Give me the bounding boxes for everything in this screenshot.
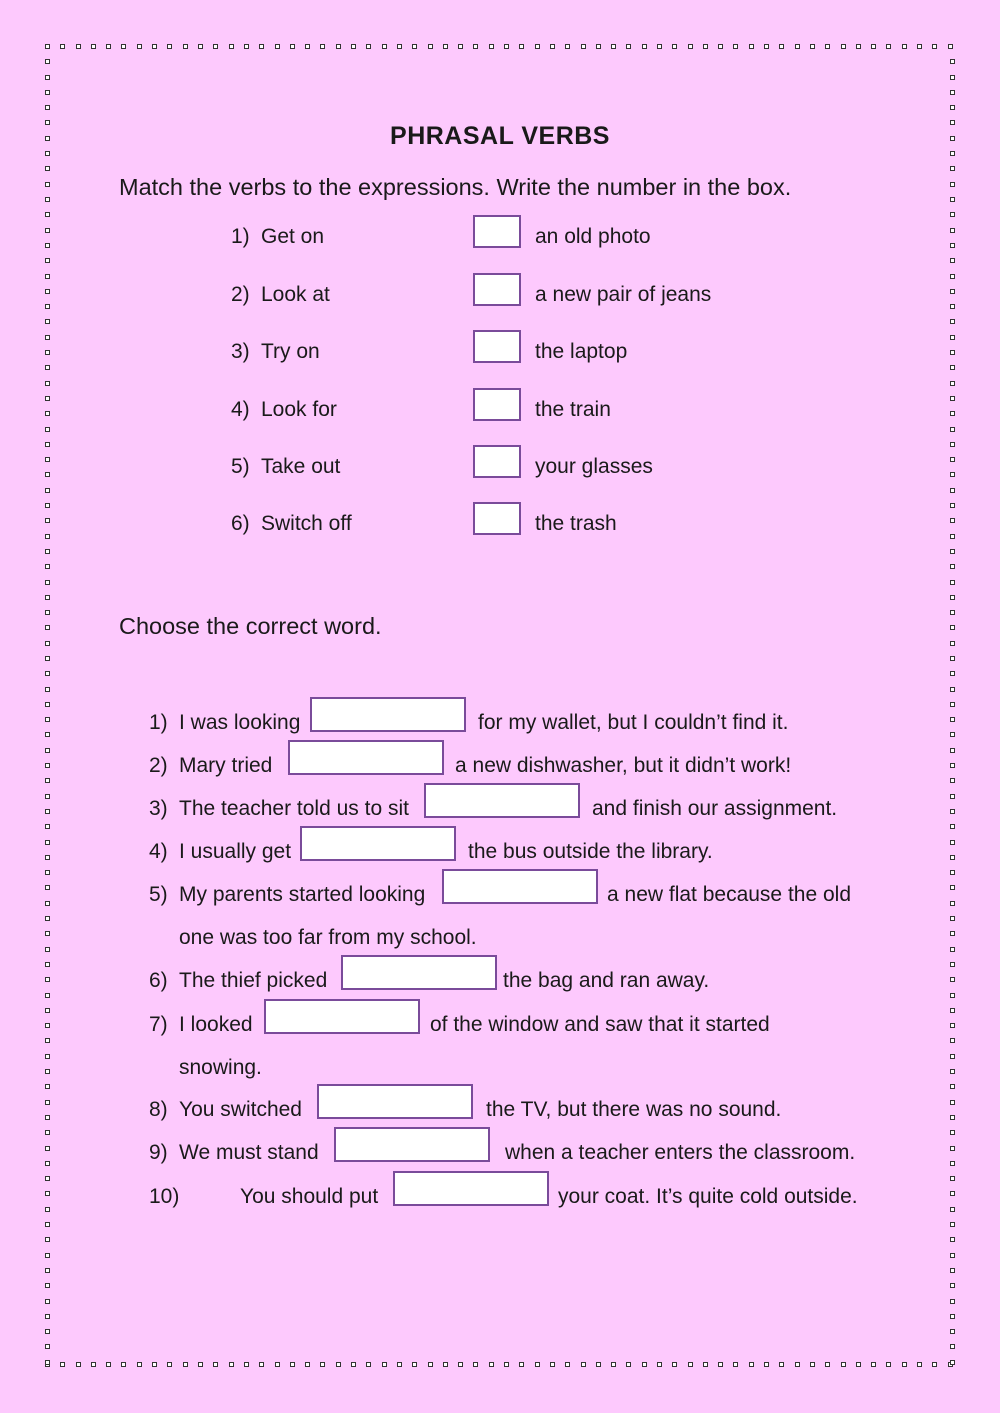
border-dot bbox=[672, 44, 677, 49]
border-dot bbox=[950, 166, 955, 171]
match-row bbox=[0, 340, 1000, 380]
border-dot bbox=[902, 1362, 907, 1367]
match-number: 4) bbox=[231, 398, 250, 421]
border-dot bbox=[950, 1360, 955, 1365]
answer-gap[interactable] bbox=[341, 955, 497, 990]
border-dot bbox=[950, 1314, 955, 1319]
border-dot bbox=[229, 44, 234, 49]
border-dot bbox=[581, 1362, 586, 1367]
border-dot bbox=[45, 1268, 50, 1273]
border-dot bbox=[950, 151, 955, 156]
border-dot bbox=[871, 1362, 876, 1367]
match-row bbox=[0, 398, 1000, 438]
match-expression: a new pair of jeans bbox=[535, 283, 712, 306]
border-dot bbox=[259, 44, 264, 49]
border-dot bbox=[458, 1362, 463, 1367]
border-dot bbox=[305, 44, 310, 49]
answer-gap[interactable] bbox=[424, 783, 580, 818]
sentence-after: a new dishwasher, but it didn’t work! bbox=[455, 754, 792, 777]
border-dot bbox=[810, 44, 815, 49]
border-dot bbox=[106, 1362, 111, 1367]
sentence-before: You should put bbox=[240, 1185, 379, 1208]
answer-box[interactable] bbox=[473, 388, 521, 421]
border-dot bbox=[45, 1253, 50, 1258]
sentence-line bbox=[0, 883, 1000, 923]
match-row bbox=[0, 512, 1000, 552]
border-dot bbox=[550, 44, 555, 49]
answer-gap[interactable] bbox=[310, 697, 466, 732]
border-dot bbox=[412, 44, 417, 49]
border-dot bbox=[611, 44, 616, 49]
border-dot bbox=[950, 671, 955, 676]
sentence-continuation-text: snowing. bbox=[179, 1056, 262, 1079]
border-dot bbox=[886, 1362, 891, 1367]
border-dot bbox=[841, 44, 846, 49]
border-dot bbox=[950, 90, 955, 95]
match-verb: Get on bbox=[261, 225, 325, 248]
answer-gap[interactable] bbox=[393, 1171, 549, 1206]
sentence-after: the TV, but there was no sound. bbox=[486, 1098, 782, 1121]
match-expression: your glasses bbox=[535, 455, 653, 478]
answer-box[interactable] bbox=[473, 215, 521, 248]
border-dot bbox=[688, 44, 693, 49]
border-dot bbox=[443, 1362, 448, 1367]
match-expression: the train bbox=[535, 398, 611, 421]
border-dot bbox=[932, 44, 937, 49]
border-dot bbox=[473, 1362, 478, 1367]
border-dot bbox=[473, 44, 478, 49]
border-dot bbox=[886, 44, 891, 49]
border-dot bbox=[795, 44, 800, 49]
border-dot bbox=[290, 44, 295, 49]
border-dot bbox=[950, 1237, 955, 1242]
border-dot bbox=[397, 44, 402, 49]
border-dot bbox=[950, 687, 955, 692]
border-dot bbox=[626, 1362, 631, 1367]
sentence-number: 10) bbox=[149, 1185, 180, 1208]
border-dot bbox=[950, 1253, 955, 1258]
answer-gap[interactable] bbox=[300, 826, 456, 861]
border-dot bbox=[351, 1362, 356, 1367]
border-dot bbox=[550, 1362, 555, 1367]
border-dot bbox=[45, 151, 50, 156]
border-dot bbox=[779, 44, 784, 49]
border-dot bbox=[366, 1362, 371, 1367]
border-dot bbox=[596, 44, 601, 49]
sentence-after: the bag and ran away. bbox=[503, 969, 710, 992]
border-dot bbox=[950, 702, 955, 707]
border-dot bbox=[950, 656, 955, 661]
border-dot bbox=[672, 1362, 677, 1367]
border-dot bbox=[152, 1362, 157, 1367]
border-dot bbox=[841, 1362, 846, 1367]
border-dot bbox=[703, 1362, 708, 1367]
border-dot bbox=[106, 44, 111, 49]
match-row bbox=[0, 455, 1000, 495]
border-dot bbox=[45, 595, 50, 600]
border-dot bbox=[825, 1362, 830, 1367]
border-dot bbox=[336, 1362, 341, 1367]
border-dot bbox=[45, 671, 50, 676]
sentence-before: My parents started looking bbox=[179, 883, 426, 906]
border-dot bbox=[950, 1329, 955, 1334]
border-dot bbox=[244, 1362, 249, 1367]
border-dot bbox=[565, 1362, 570, 1367]
border-dot bbox=[45, 564, 50, 569]
border-dot bbox=[504, 1362, 509, 1367]
match-expression: the trash bbox=[535, 512, 617, 535]
border-dot bbox=[657, 44, 662, 49]
border-dot bbox=[45, 702, 50, 707]
border-dot bbox=[45, 580, 50, 585]
border-dot bbox=[950, 59, 955, 64]
border-dot bbox=[917, 44, 922, 49]
border-dot bbox=[45, 1360, 50, 1365]
border-dot bbox=[45, 656, 50, 661]
border-dot bbox=[504, 44, 509, 49]
match-row bbox=[0, 225, 1000, 265]
sentence-number: 8) bbox=[149, 1098, 168, 1121]
border-dot bbox=[519, 44, 524, 49]
match-instruction: Match the verbs to the expressions. Write the number in the box. bbox=[119, 174, 792, 200]
sentence-after: for my wallet, but I couldn’t find it. bbox=[478, 711, 789, 734]
border-dot bbox=[749, 44, 754, 49]
border-dot bbox=[275, 1362, 280, 1367]
border-dot bbox=[259, 1362, 264, 1367]
border-dot bbox=[642, 1362, 647, 1367]
border-dot bbox=[950, 212, 955, 217]
sentence-line bbox=[0, 969, 1000, 1009]
border-dot bbox=[229, 1362, 234, 1367]
choose-instruction: Choose the correct word. bbox=[119, 613, 382, 639]
border-dot bbox=[764, 1362, 769, 1367]
border-dot bbox=[596, 1362, 601, 1367]
border-dot bbox=[198, 44, 203, 49]
border-dot bbox=[917, 1362, 922, 1367]
border-dot bbox=[45, 59, 50, 64]
border-dot bbox=[45, 1237, 50, 1242]
sentence-continuation bbox=[0, 1056, 1000, 1096]
sentence-before: The teacher told us to sit bbox=[179, 797, 409, 820]
border-dot bbox=[305, 1362, 310, 1367]
border-dot bbox=[948, 44, 953, 49]
border-dot bbox=[688, 1362, 693, 1367]
border-dot bbox=[825, 44, 830, 49]
border-dot bbox=[428, 1362, 433, 1367]
border-dot bbox=[45, 503, 50, 508]
match-verb: Switch off bbox=[261, 512, 352, 535]
border-dot bbox=[950, 1268, 955, 1273]
sentence-line bbox=[0, 1185, 1000, 1225]
sentence-number: 6) bbox=[149, 969, 168, 992]
border-dot bbox=[382, 1362, 387, 1367]
border-dot bbox=[91, 1362, 96, 1367]
sentence-line bbox=[0, 1098, 1000, 1138]
border-dot bbox=[183, 44, 188, 49]
border-dot bbox=[565, 44, 570, 49]
border-dot bbox=[320, 1362, 325, 1367]
border-dot bbox=[932, 1362, 937, 1367]
border-dot bbox=[950, 641, 955, 646]
border-dot bbox=[950, 625, 955, 630]
border-dot bbox=[779, 1362, 784, 1367]
sentence-continuation-text: one was too far from my school. bbox=[179, 926, 477, 949]
border-dot bbox=[45, 1344, 50, 1349]
border-dot bbox=[45, 212, 50, 217]
border-dot bbox=[167, 1362, 172, 1367]
match-number: 6) bbox=[231, 512, 250, 535]
match-number: 5) bbox=[231, 455, 250, 478]
border-dot bbox=[642, 44, 647, 49]
border-dot bbox=[856, 1362, 861, 1367]
border-dot bbox=[764, 44, 769, 49]
border-dot bbox=[121, 44, 126, 49]
border-dot bbox=[45, 610, 50, 615]
border-dot bbox=[950, 1299, 955, 1304]
answer-gap[interactable] bbox=[442, 869, 598, 904]
sentence-line bbox=[0, 1013, 1000, 1053]
border-dot bbox=[45, 105, 50, 110]
border-dot bbox=[397, 1362, 402, 1367]
border-dot bbox=[950, 105, 955, 110]
sentence-after: the bus outside the library. bbox=[468, 840, 713, 863]
border-dot bbox=[60, 1362, 65, 1367]
sentence-continuation bbox=[0, 926, 1000, 966]
border-dot bbox=[45, 1314, 50, 1319]
border-dot bbox=[45, 166, 50, 171]
border-dot bbox=[213, 44, 218, 49]
border-dot bbox=[45, 197, 50, 202]
border-dot bbox=[45, 182, 50, 187]
match-number: 3) bbox=[231, 340, 250, 363]
border-dot bbox=[950, 564, 955, 569]
border-dot bbox=[519, 1362, 524, 1367]
border-dot bbox=[91, 44, 96, 49]
border-dot bbox=[795, 1362, 800, 1367]
border-dot bbox=[950, 580, 955, 585]
border-dot bbox=[950, 503, 955, 508]
border-dot bbox=[581, 44, 586, 49]
border-dot bbox=[336, 44, 341, 49]
border-dot bbox=[167, 44, 172, 49]
sentence-after: when a teacher enters the classroom. bbox=[505, 1141, 856, 1164]
border-dot bbox=[137, 44, 142, 49]
sentence-after: your coat. It’s quite cold outside. bbox=[558, 1185, 858, 1208]
border-dot bbox=[275, 44, 280, 49]
match-number: 2) bbox=[231, 283, 250, 306]
answer-gap[interactable] bbox=[264, 999, 420, 1034]
border-dot bbox=[950, 274, 955, 279]
border-dot bbox=[950, 197, 955, 202]
page-title: PHRASAL VERBS bbox=[390, 122, 610, 150]
match-row bbox=[0, 283, 1000, 323]
border-dot bbox=[412, 1362, 417, 1367]
border-dot bbox=[733, 44, 738, 49]
border-dot bbox=[198, 1362, 203, 1367]
border-dot bbox=[45, 1299, 50, 1304]
sentence-after: of the window and saw that it started bbox=[430, 1013, 770, 1036]
border-dot bbox=[718, 1362, 723, 1367]
border-dot bbox=[45, 1283, 50, 1288]
sentence-before: We must stand bbox=[179, 1141, 319, 1164]
border-dot bbox=[428, 44, 433, 49]
border-dot bbox=[244, 44, 249, 49]
border-dot bbox=[60, 44, 65, 49]
border-dot bbox=[950, 182, 955, 187]
border-dot bbox=[45, 625, 50, 630]
border-dot bbox=[137, 1362, 142, 1367]
answer-gap[interactable] bbox=[334, 1127, 490, 1162]
sentence-number: 3) bbox=[149, 797, 168, 820]
border-dot bbox=[718, 44, 723, 49]
answer-box[interactable] bbox=[473, 330, 521, 363]
border-dot bbox=[382, 44, 387, 49]
border-dot bbox=[950, 442, 955, 447]
border-dot bbox=[45, 641, 50, 646]
answer-box[interactable] bbox=[473, 502, 521, 535]
border-dot bbox=[856, 44, 861, 49]
sentence-number: 9) bbox=[149, 1141, 168, 1164]
border-dot bbox=[45, 687, 50, 692]
border-dot bbox=[183, 1362, 188, 1367]
border-dot bbox=[535, 1362, 540, 1367]
border-dot bbox=[657, 1362, 662, 1367]
border-dot bbox=[489, 44, 494, 49]
border-dot bbox=[351, 44, 356, 49]
border-dot bbox=[749, 1362, 754, 1367]
border-dot bbox=[45, 442, 50, 447]
border-dot bbox=[950, 381, 955, 386]
border-dot bbox=[950, 1344, 955, 1349]
border-dot bbox=[626, 44, 631, 49]
border-dot bbox=[535, 44, 540, 49]
border-dot bbox=[810, 1362, 815, 1367]
sentence-before: The thief picked bbox=[179, 969, 328, 992]
border-dot bbox=[45, 75, 50, 80]
border-dot bbox=[366, 44, 371, 49]
match-verb: Take out bbox=[261, 455, 341, 478]
sentence-before: I usually get bbox=[179, 840, 292, 863]
sentence-line bbox=[0, 797, 1000, 837]
border-dot bbox=[443, 44, 448, 49]
sentence-before: I looked bbox=[179, 1013, 253, 1036]
sentence-line bbox=[0, 711, 1000, 751]
sentence-before: You switched bbox=[179, 1098, 302, 1121]
border-dot bbox=[458, 44, 463, 49]
match-verb: Try on bbox=[261, 340, 320, 363]
match-number: 1) bbox=[231, 225, 250, 248]
sentence-after: and finish our assignment. bbox=[592, 797, 838, 820]
border-dot bbox=[76, 1362, 81, 1367]
border-dot bbox=[290, 1362, 295, 1367]
border-dot bbox=[489, 1362, 494, 1367]
border-dot bbox=[950, 75, 955, 80]
sentence-number: 4) bbox=[149, 840, 168, 863]
border-dot bbox=[45, 274, 50, 279]
sentence-before: Mary tried bbox=[179, 754, 273, 777]
answer-box[interactable] bbox=[473, 273, 521, 306]
border-dot bbox=[950, 595, 955, 600]
sentence-number: 1) bbox=[149, 711, 168, 734]
border-dot bbox=[320, 44, 325, 49]
match-expression: an old photo bbox=[535, 225, 651, 248]
border-dot bbox=[611, 1362, 616, 1367]
border-dot bbox=[45, 44, 50, 49]
answer-gap[interactable] bbox=[317, 1084, 473, 1119]
border-dot bbox=[950, 610, 955, 615]
sentence-number: 7) bbox=[149, 1013, 168, 1036]
border-dot bbox=[45, 381, 50, 386]
border-dot bbox=[703, 44, 708, 49]
match-verb: Look at bbox=[261, 283, 330, 306]
match-verb: Look for bbox=[261, 398, 337, 421]
answer-gap[interactable] bbox=[288, 740, 444, 775]
sentence-number: 5) bbox=[149, 883, 168, 906]
sentence-after: a new flat because the old bbox=[607, 883, 852, 906]
border-dot bbox=[45, 90, 50, 95]
border-dot bbox=[213, 1362, 218, 1367]
sentence-number: 2) bbox=[149, 754, 168, 777]
sentence-before: I was looking bbox=[179, 711, 301, 734]
border-dot bbox=[76, 44, 81, 49]
match-expression: the laptop bbox=[535, 340, 628, 363]
border-dot bbox=[152, 44, 157, 49]
border-dot bbox=[902, 44, 907, 49]
answer-box[interactable] bbox=[473, 445, 521, 478]
border-dot bbox=[121, 1362, 126, 1367]
border-dot bbox=[871, 44, 876, 49]
border-dot bbox=[950, 1283, 955, 1288]
border-dot bbox=[733, 1362, 738, 1367]
border-dot bbox=[45, 1329, 50, 1334]
